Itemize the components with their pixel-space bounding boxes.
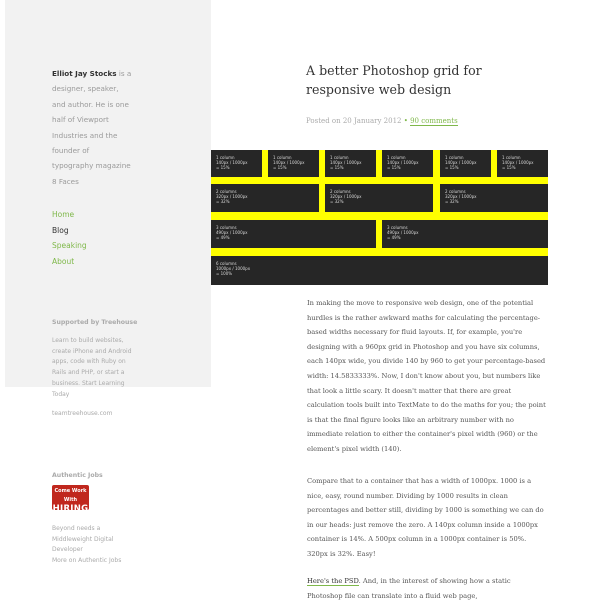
grid-cell: 2 columns 320px / 1000px = 32% [325, 184, 433, 212]
hiring-badge[interactable] [52, 485, 89, 514]
article-title[interactable]: A better Photoshop grid for responsive web design [306, 63, 482, 97]
responsive-grid-image [211, 150, 548, 285]
grid-cell: 1 column 140px / 1000px = 15% [325, 150, 376, 177]
nav-item-speaking[interactable]: Speaking [52, 241, 87, 250]
grid-cell: 1 column 140px / 1000px = 15% [268, 150, 319, 177]
author-bio [52, 66, 132, 189]
grid-cell: 1 column 140px / 1000px = 15% [382, 150, 433, 177]
comments-link[interactable]: 90 comments [410, 117, 458, 125]
sidebar-background [5, 0, 211, 387]
article-paragraph-2: Compare that to a container that has a width of 1000px. 1000 is a nice, easy, round number. Dividing by 1000 results in clean percentages and better still, dividing by 1000 is something we can do in our heads: just remove the zero. A 140px column inside a 1000px container is 14%. A 500px column in a 1000px container is 50%. 320px is 32%. Easy! [307, 477, 544, 558]
nav-item-about[interactable]: About [52, 256, 75, 266]
grid-cell: 3 columns 490px / 1000px = 49% [382, 220, 548, 248]
grid-cell: 2 columns 320px / 1000px = 32% [440, 184, 548, 212]
jobs-title: Authentic Jobs [52, 472, 103, 479]
post-date: Posted on 20 January 2012 [306, 117, 402, 125]
treehouse-text[interactable]: Learn to build websites, create iPhone and Android apps, code with Ruby on Rails and PHP, or start a business. Start Learning Today [52, 337, 132, 398]
treehouse-link[interactable]: teamtreehouse.com [52, 410, 113, 417]
psd-link[interactable]: Here's the PSD [307, 577, 359, 585]
treehouse-title: Supported by Treehouse [52, 319, 138, 326]
author-name[interactable]: Elliot Jay Stocks [52, 69, 117, 78]
grid-cell: 1 column 140px / 1000px = 15% [497, 150, 548, 177]
article-meta [306, 117, 458, 125]
grid-cell: 1 column 140px / 1000px = 15% [211, 150, 262, 177]
article-paragraph-1: In making the move to responsive web design, one of the potential hurdles is the rather awkward maths for calculating the percentage-based widths necessary for fluid layouts. If, for example, you're designing with a 960px grid in Photoshop and you have six columns, each 140px wide, you divide 140 by 960 to get your percentage-based width: 14.5833333%. Now, I don't know about you, but numbers like that look a little scary. It doesn't matter that there are great calculation tools built into TextMate to do the maths for you; the point is that the final figure looks like an arbitrary number with no immediate relation to either the container's pixel width (960) or the element's pixel width (140). [307, 299, 546, 453]
author-bio-text: is a designer, speaker, and author. He is one half of Viewport Industries and the founder of typography magazine 8 Faces [52, 69, 132, 186]
grid-cell: 3 columns 490px / 1000px = 49% [211, 220, 376, 248]
jobs-text[interactable]: Beyond needs a Middleweight Digital Developer [52, 525, 114, 554]
nav-item-blog[interactable]: Blog [52, 225, 69, 235]
article-paragraph-3: Here's the PSD. And, in the interest of showing how a static Photoshop file can translate into a fluid web page, [307, 577, 511, 600]
hiring-badge-line2: HIRING [52, 504, 89, 514]
grid-cell: 6 columns 1000px / 1000px = 100% [211, 256, 548, 285]
hiring-badge-line1: Come Work With [54, 488, 87, 503]
main-nav [52, 207, 87, 269]
meta-separator: • [403, 117, 408, 125]
grid-cell: 1 column 140px / 1000px = 15% [440, 150, 491, 177]
jobs-more-link[interactable]: More on Authentic Jobs [52, 557, 122, 564]
grid-cell: 2 columns 320px / 1000px = 32% [211, 184, 319, 212]
nav-item-home[interactable]: Home [52, 210, 75, 219]
